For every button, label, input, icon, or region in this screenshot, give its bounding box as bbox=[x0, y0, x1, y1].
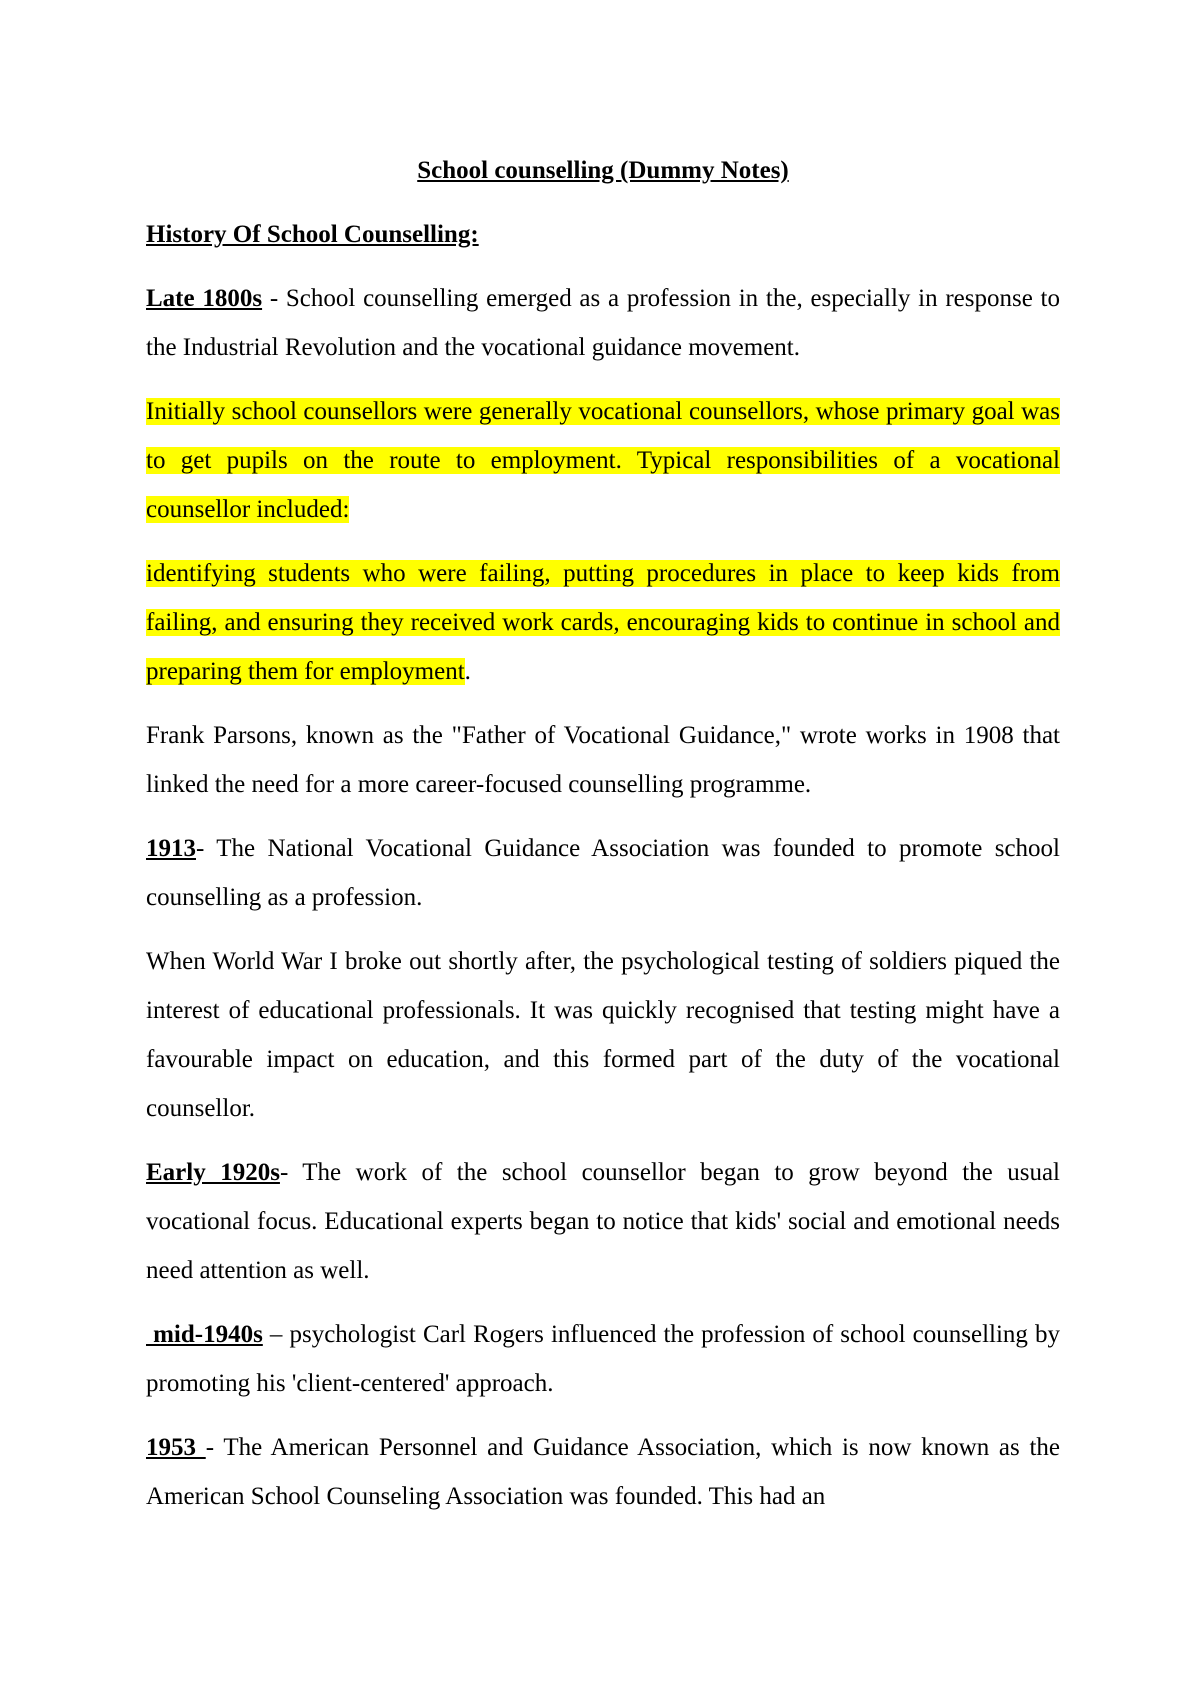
paragraph-frank-parsons bbox=[146, 711, 1060, 809]
paragraph-1913 bbox=[146, 824, 1060, 922]
section-heading: History Of School Counselling: bbox=[146, 221, 479, 248]
paragraph-text: - The National Vocational Guidance Association was founded to promote school counselling as a profession. bbox=[146, 835, 1060, 911]
document-body bbox=[146, 146, 1060, 1536]
paragraph-text: – psychologist Carl Rogers influenced the profession of school counselling by promoting his 'client-centered' approach. bbox=[146, 1321, 1060, 1397]
paragraph-1953 bbox=[146, 1423, 1060, 1521]
paragraph-responsibilities bbox=[146, 549, 1060, 696]
paragraph-mid-1940s bbox=[146, 1310, 1060, 1408]
paragraph-text: When World War I broke out shortly after, the psychological testing of soldiers piqued the interest of educational professionals. It was quickly recognised that testing might have a favourable impact on education, and this formed part of the duty of the vocational counsellor. bbox=[146, 948, 1060, 1122]
paragraph-text: - The work of the school counsellor began to grow beyond the usual vocational focus. Educational experts began to notice that kids' social and emotional needs need attention as well. bbox=[146, 1159, 1061, 1284]
paragraph-text: - The American Personnel and Guidance Association, which is now known as the American School Counseling Association was founded. This had an bbox=[146, 1434, 1061, 1510]
date-label: mid-1940s bbox=[146, 1321, 263, 1348]
paragraph-tail: . bbox=[464, 658, 471, 685]
date-label: Early 1920s bbox=[146, 1159, 280, 1186]
paragraph-late-1800s bbox=[146, 274, 1060, 372]
highlighted-text: Initially school counsellors were generally vocational counsellors, whose primary goal was to get pupils on the route to employment. Typical responsibilities of a vocational counsellor included: bbox=[146, 398, 1060, 523]
document-title: School counselling (Dummy Notes) bbox=[417, 157, 789, 184]
paragraph-text: - School counselling emerged as a profession in the, especially in response to the Industrial Revolution and the vocational guidance movement. bbox=[146, 285, 1061, 361]
date-label: 1953 bbox=[146, 1434, 206, 1461]
highlighted-text: identifying students who were failing, putting procedures in place to keep kids from failing, and ensuring they received work cards, encouraging kids to continue in school and preparing them for employment bbox=[146, 560, 1060, 685]
date-label: Late 1800s bbox=[146, 285, 263, 312]
paragraph-vocational-counsellors bbox=[146, 387, 1060, 534]
date-label: 1913 bbox=[146, 835, 196, 862]
paragraph-early-1920s bbox=[146, 1148, 1060, 1295]
paragraph-world-war-i bbox=[146, 937, 1060, 1133]
paragraph-text: Frank Parsons, known as the "Father of Vocational Guidance," wrote works in 1908 that linked the need for a more career-focused counselling programme. bbox=[146, 722, 1060, 798]
